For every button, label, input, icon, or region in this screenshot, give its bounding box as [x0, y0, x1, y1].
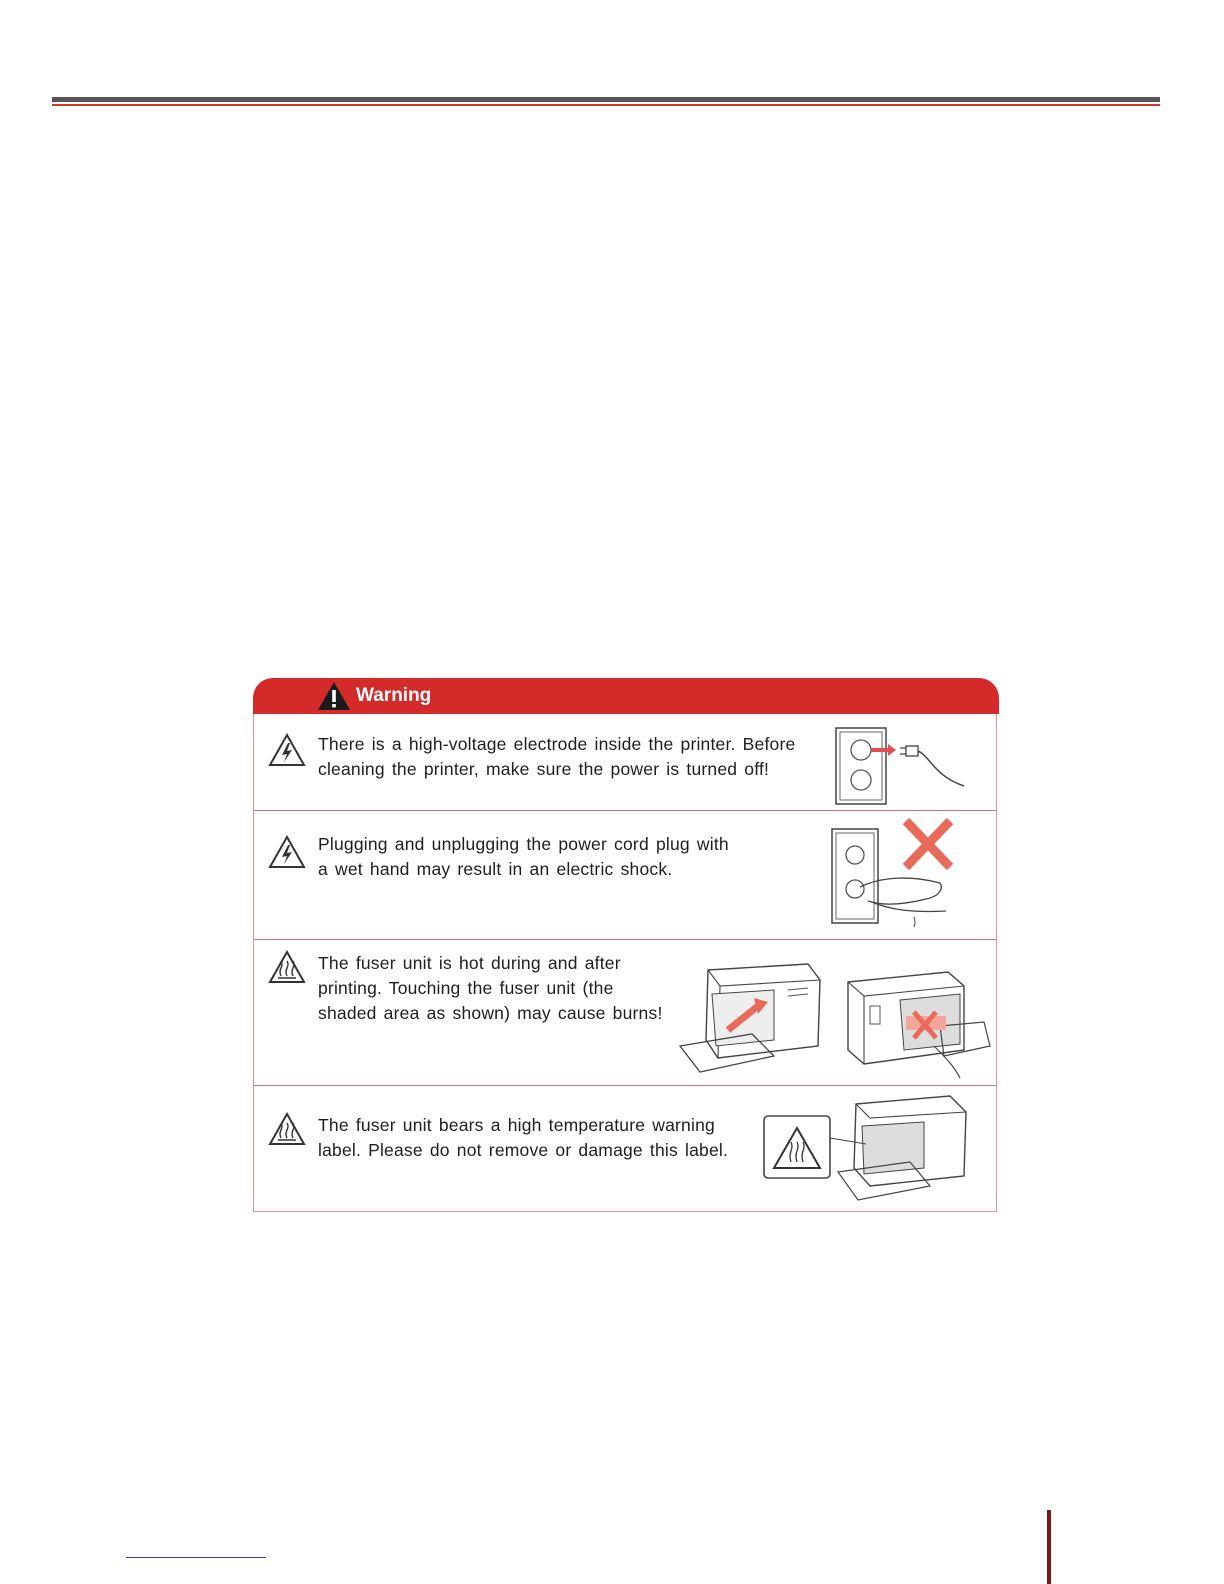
warning-item-high-voltage	[254, 714, 996, 810]
page-edge-marker	[1047, 1510, 1051, 1584]
printer-front-open-illustration-icon	[678, 960, 824, 1078]
warning-header	[253, 678, 999, 714]
footer-link-underline	[126, 1557, 266, 1558]
warning-text-1: There is a high-voltage electrode inside the printer. Before cleaning the printer, make sure the power is turned off!	[318, 734, 796, 779]
electric-shock-icon	[268, 733, 306, 767]
printer-rear-open-illustration-icon	[844, 966, 992, 1080]
warning-title: Warning	[356, 685, 432, 706]
warning-text-3: The fuser unit is hot during and after printing. Touching the fuser unit (the shaded area as shown) may cause burns!	[318, 953, 663, 1023]
warning-box	[253, 678, 997, 1212]
warning-item-fuser-label	[254, 1085, 996, 1211]
electric-shock-icon	[268, 835, 306, 869]
header-rule-red	[52, 104, 1160, 106]
printer-fuser-label-illustration-icon	[760, 1090, 970, 1208]
wet-hand-plug-illustration-icon	[830, 817, 958, 931]
hot-surface-icon	[268, 950, 306, 984]
hot-surface-icon	[268, 1112, 306, 1146]
header-rule-dark	[52, 97, 1160, 102]
exclamation-warning-icon	[317, 681, 351, 711]
warning-text-4: The fuser unit bears a high temperature warning label. Please do not remove or damage this label.	[318, 1115, 729, 1160]
warning-item-wet-hand	[254, 810, 996, 939]
unplug-power-illustration-icon	[834, 726, 970, 808]
warning-text-2: Plugging and unplugging the power cord plug with a wet hand may result in an electric shock.	[318, 834, 729, 879]
warning-item-hot-fuser	[254, 939, 996, 1085]
